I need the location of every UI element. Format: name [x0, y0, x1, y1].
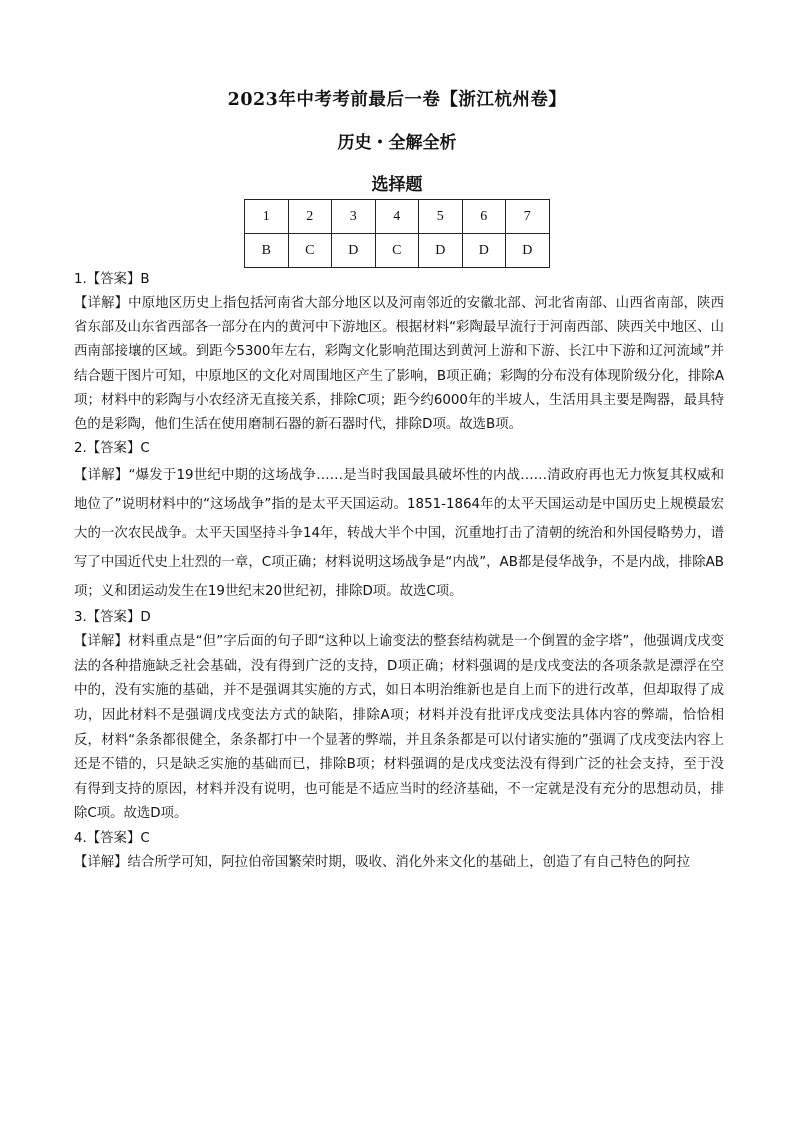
- answer-table-answer-row: [245, 234, 550, 268]
- question-block-3: [74, 606, 724, 827]
- answer-explanation: 【详解】材料重点是“但”字后面的句子即“这种以上谕变法的整套结构就是一个倒置的金字塔”，他强调戊戌变法的各种措施缺乏社会基础，没有得到广泛的支持，D项正确；材料强调的是戊戌变法的各项条款是漂浮在空中的，没有实施的基础，并不是强调其实施的方式，如日本明治维新也是自上而下的进行改革，但却取得了成功，因此材料不是强调戊戌变法方式的缺陷，排除A项；材料并没有批评戊戌变法具体内容的弊端，恰恰相反，材料“条条都很健全，条条都打中一个显著的弊端，并且条条都是可以付诸实施的”强调了戊戌变法内容上还是不错的，只是缺乏实施的基础而已，排除B项；材料强调的是戊戌变法没有得到广泛的社会支持，至于没有得到支持的原因，材料并没有说明，也可能是不适应当时的经济基础，不一定就是没有充分的思想动员，排除C项。故选D项。: [74, 634, 724, 822]
- answer-explanation: 【详解】结合所学可知，阿拉伯帝国繁荣时期，吸收、消化外来文化的基础上，创造了有自己特色的阿拉: [74, 854, 690, 870]
- document-subtitle: 历史・全解全析: [337, 133, 457, 153]
- answer-explanation: 【详解】中原地区历史上指包括河南省大部分地区以及河南邻近的安徽北部、河北省南部、山西省南部，陕西省东部及山东省西部各一部分在内的黄河中下游地区。根据材料“彩陶最早流行于河南西部、陕西关中地区、山西南部接壤的区域。到距今5300年左右，彩陶文化影响范围达到黄河上游和下游、长江中下游和辽河流域”并结合题干图片可知，中原地区的文化对周围地区产生了影响，B项正确；彩陶的分布没有体现阶级分化，排除A项；材料中的彩陶与小农经济无直接关系，排除C项；距今约6000年的半坡人，生活用具主要是陶器，最具特色的是彩陶，他们生活在使用磨制石器的新石器时代，排除D项。故选B项。: [74, 296, 724, 433]
- question-number-cell: 4: [375, 200, 419, 234]
- question-number-cell: 2: [288, 200, 332, 234]
- answer-cell: D: [419, 234, 463, 268]
- document-title: 2023年中考考前最后一卷【浙江杭州卷】: [227, 90, 567, 110]
- answer-cell: D: [462, 234, 506, 268]
- question-number-cell: 1: [245, 200, 289, 234]
- explanations: [74, 268, 724, 875]
- answer-heading: 1.【答案】B: [74, 272, 150, 287]
- answer-cell: C: [375, 234, 419, 268]
- answer-cell: C: [288, 234, 332, 268]
- question-block-2: [74, 437, 724, 606]
- question-number-cell: 5: [419, 200, 463, 234]
- answer-cell: D: [506, 234, 550, 268]
- answer-cell: B: [245, 234, 289, 268]
- answer-heading: 2.【答案】C: [74, 441, 150, 457]
- question-number-cell: 7: [506, 200, 550, 234]
- question-number-cell: 3: [332, 200, 376, 234]
- answer-table: [244, 199, 550, 268]
- question-block-4: [74, 827, 724, 875]
- answer-cell: D: [332, 234, 376, 268]
- question-block-1: [74, 268, 724, 437]
- question-number-cell: 6: [462, 200, 506, 234]
- answer-heading: 3.【答案】D: [74, 610, 151, 626]
- answer-table-number-row: [245, 200, 550, 234]
- answer-heading: 4.【答案】C: [74, 830, 150, 846]
- answer-explanation: 【详解】“爆发于19世纪中期的这场战争……是当时我国最具破坏性的内战……清政府再也无力恢复其权威和地位了”说明材料中的“这场战争”指的是太平天国运动。1851-1864年的太平天国运动是中国历史上规模最宏大的一次农民战争。太平天国坚持斗争14年，转战大半个中国，沉重地打击了清朝的统治和外国侵略势力，谱写了中国近代史上壮烈的一章，C项正确；材料说明这场战争是“内战”，AB都是侵华战争，不是内战，排除AB项；义和团运动发生在19世纪末20世纪初，排除D项。故选C项。: [74, 468, 724, 600]
- section-title: 选择题: [371, 175, 423, 195]
